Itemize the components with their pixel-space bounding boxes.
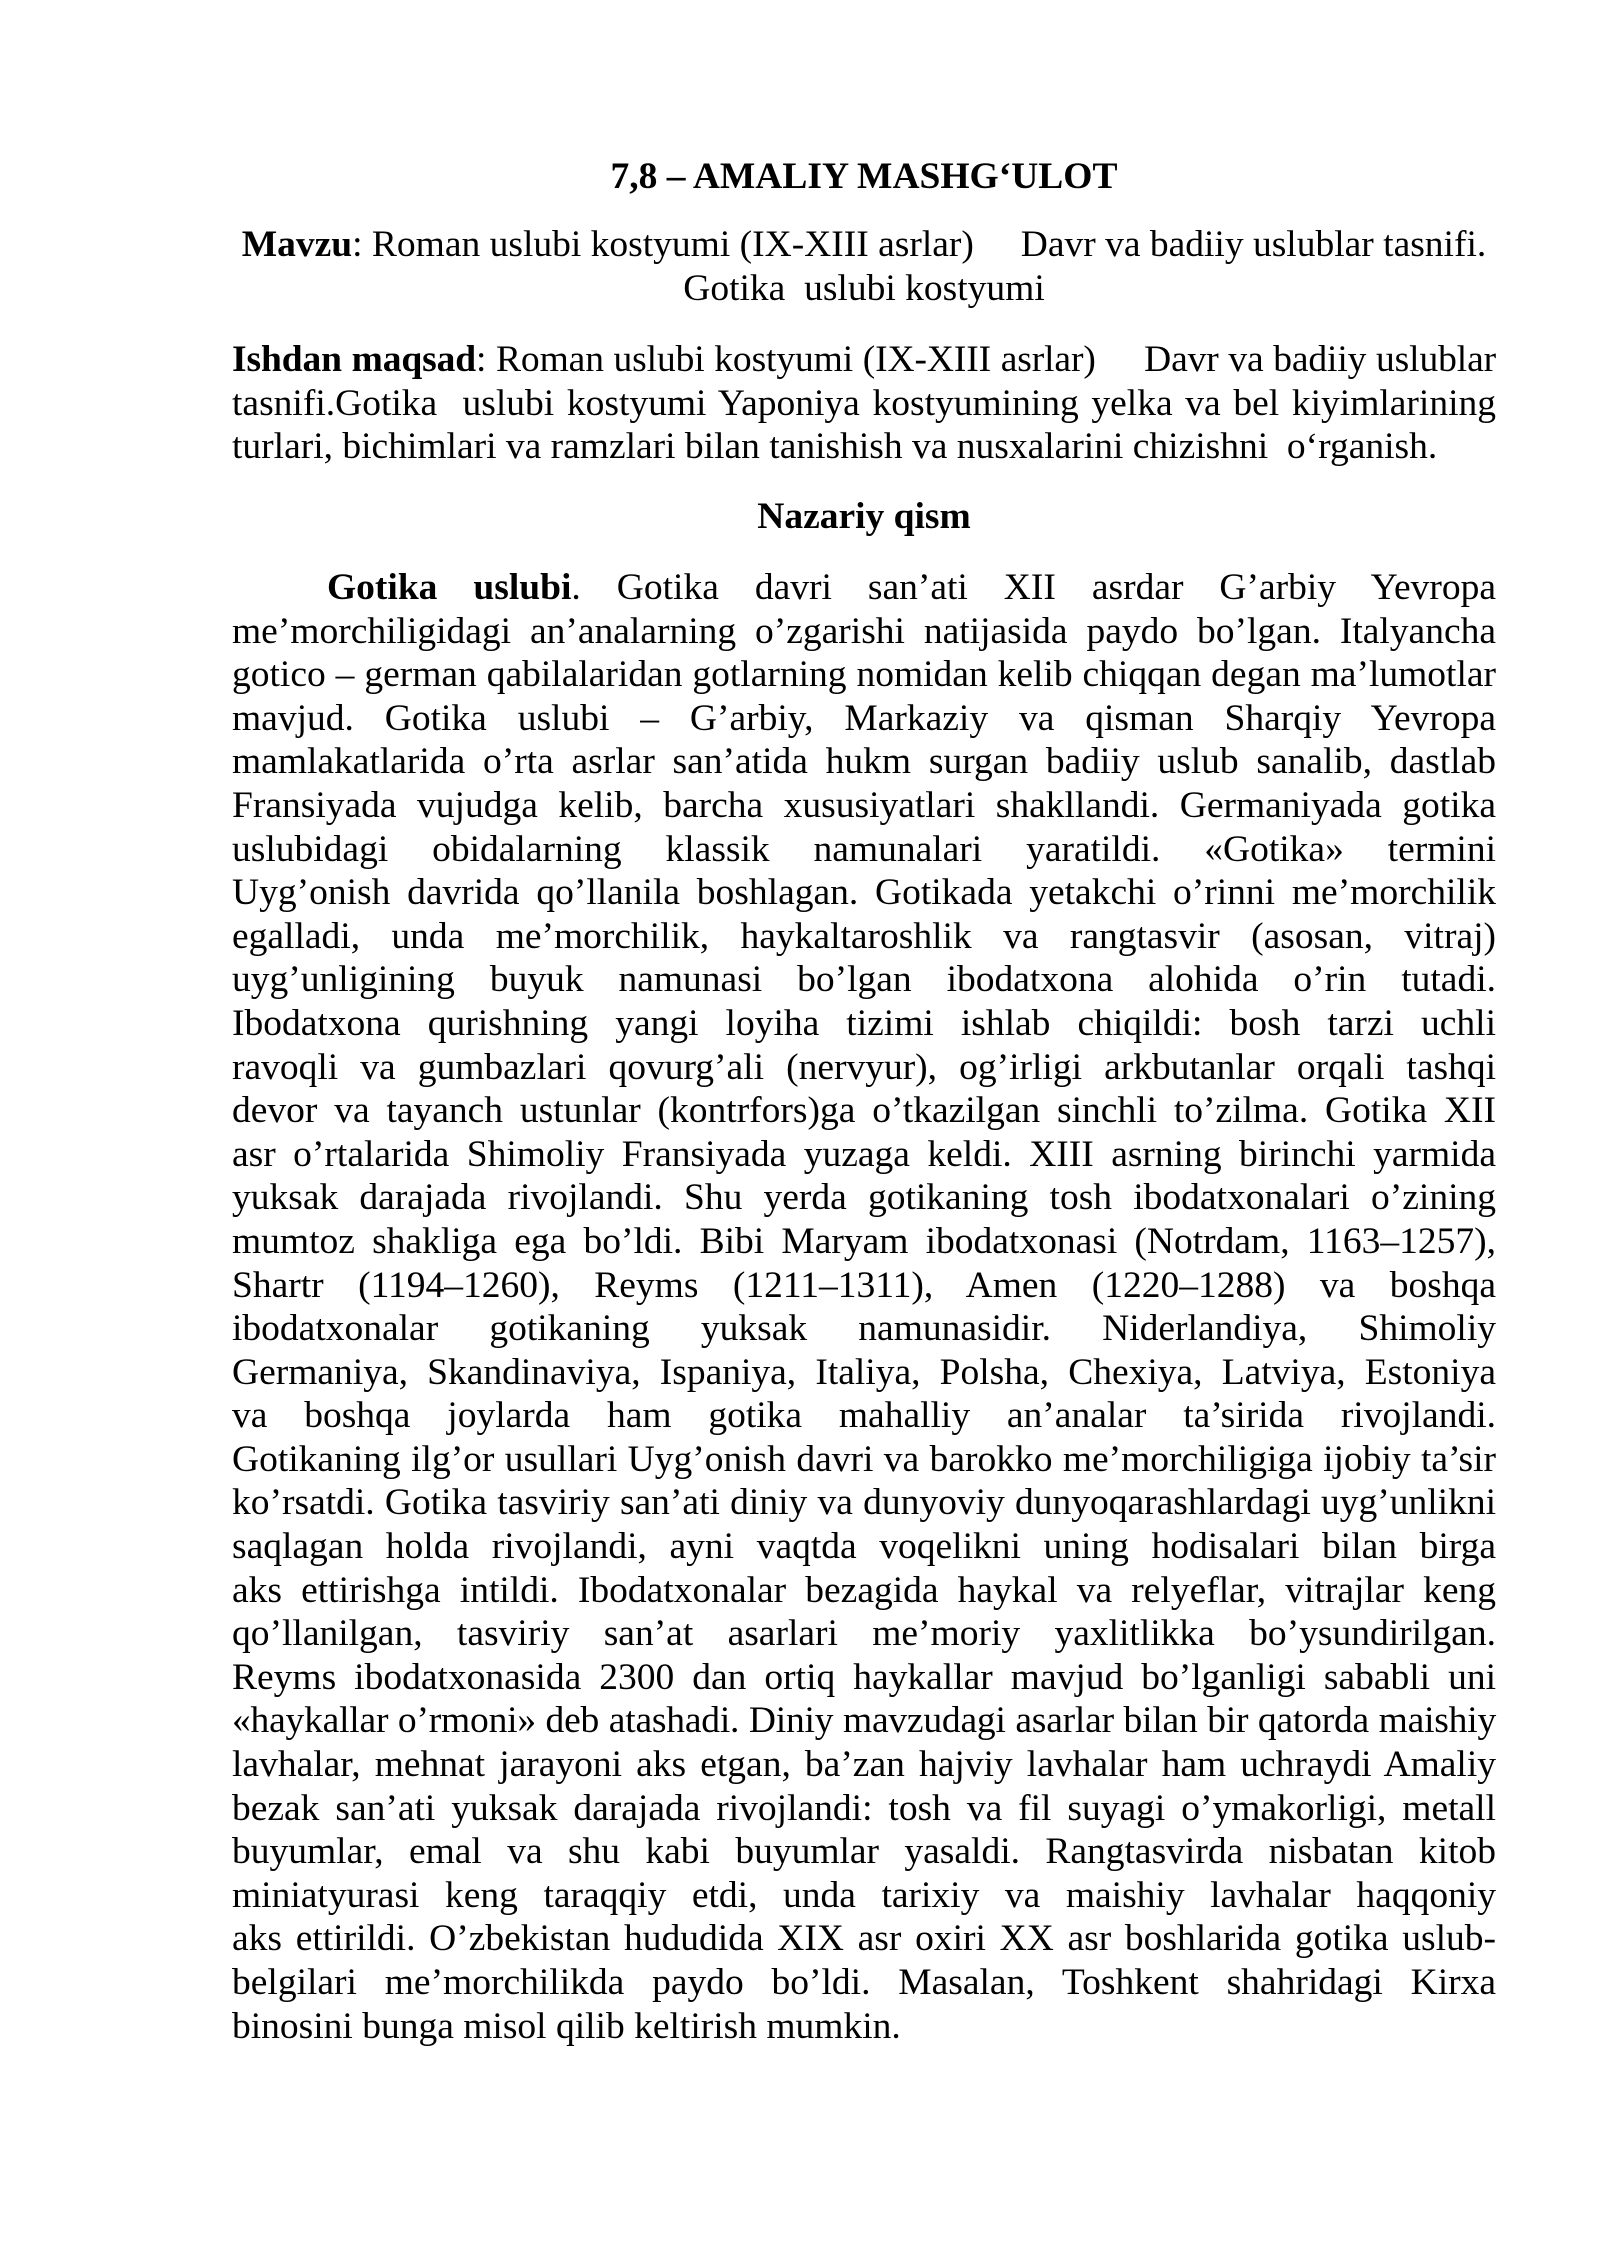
paragraph-line: lavhalar, mehnat jarayoni aks etgan, ba’zan hajviy lavhalar ham uchraydi Amaliy [232,1744,1496,1786]
paragraph-line: bezak san’ati yuksak darajada rivojlandi: tosh va fil suyagi o’ymakorligi, metall [232,1787,1496,1829]
aim-line [232,338,1496,382]
paragraph-line: binosini bunga misol qilib keltirish mumkin. [232,2005,901,2047]
aim-text: : Roman uslubi kostyumi (IX-XIII asrlar) Davr va badiiy uslublar [476,339,1497,380]
paragraph-line: miniatyurasi keng taraqqiy etdi, unda tarixiy va maishiy lavhalar haqqoniy [232,1874,1496,1916]
paragraph-line: ibodatxonalar gotikaning yuksak namunasidir. Niderlandiya, Shimoliy [232,1308,1496,1350]
aim-paragraph [232,338,1496,469]
aim-line: turlari, bichimlari va ramzlari bilan tanishish va nusxalarini chizishni o‘rganish. [232,426,1438,468]
topic [232,223,1496,310]
paragraph-line: qo’llanilgan, tasviriy san’at asarlari me’moriy yaxlitlikka bo’ysundirilgan. [232,1613,1496,1655]
paragraph-line-text: . Gotika davri san’ati XII asrdar G’arbiy Yevropa [571,567,1496,608]
paragraph-line: saqlagan holda rivojlandi, ayni vaqtda voqelikni uning hodisalari bilan birga [232,1526,1496,1568]
paragraph-line: aks ettirildi. O’zbekistan hududida XIX asr oxiri XX asr boshlarida gotika uslub- [232,1918,1496,1960]
paragraph-line [232,566,1496,610]
paragraph-line: buyumlar, emal va shu kabi buyumlar yasaldi. Rangtasvirda nisbatan kitob [232,1831,1496,1873]
paragraph-line: Ibodatxona qurishning yangi loyiha tizimi ishlab chiqildi: bosh tarzi uchli [232,1002,1496,1044]
paragraph-line: uslubidagi obidalarning klassik namunalari yaratildi. «Gotika» termini [232,828,1496,870]
paragraph-line: mumtoz shakliga ega bo’ldi. Bibi Maryam ibodatxonasi (Notrdam, 1163–1257), [232,1220,1496,1262]
paragraph-line: mavjud. Gotika uslubi – G’arbiy, Markaziy va qisman Sharqiy Yevropa [232,697,1496,739]
paragraph-line: ko’rsatdi. Gotika tasviriy san’ati diniy va dunyoviy dunyoqarashlardagi uyg’unlikni [232,1482,1496,1524]
theory-paragraph [232,566,1496,2048]
paragraph-line: aks ettirishga intildi. Ibodatxonalar bezagida haykal va relyeflar, vitrajlar keng [232,1569,1496,1611]
paragraph-line: «haykallar o’rmoni» deb atashadi. Diniy mavzudagi asarlar bilan bir qatorda maishiy [232,1700,1496,1742]
paragraph-line: yuksak darajada rivojlandi. Shu yerda gotikaning tosh ibodatxonalari o’zining [232,1177,1496,1219]
aim-label: Ishdan maqsad [232,339,477,380]
aim-line: tasnifi.Gotika uslubi kostyumi Yaponiya kostyumining yelka va bel kiyimlarining [232,382,1496,424]
section-heading: Nazariy qism [757,496,971,537]
paragraph-line: gotico – german qabilalaridan gotlarning nomidan kelib chiqqan degan ma’lumotlar [232,654,1496,696]
paragraph-line: belgilari me’morchilikda paydo bo’ldi. Masalan, Toshkent shahridagi Kirxa [232,1962,1496,2003]
paragraph-line: Reyms ibodatxonasida 2300 dan ortiq haykallar mavjud bo’lganligi sababli uni [232,1656,1496,1698]
paragraph-line: Uyg’onish davrida qo’llanila boshlagan. Gotikada yetakchi o’rinni me’morchilik [232,872,1496,914]
topic-label: Mavzu [241,224,353,265]
paragraph-line: Shartr (1194–1260), Reyms (1211–1311), Amen (1220–1288) va boshqa [232,1264,1496,1306]
paragraph-lead: Gotika uslubi [327,567,572,608]
paragraph-line: va boshqa joylarda ham gotika mahalliy an’analar ta’sirida rivojlandi. [232,1395,1496,1437]
topic-line [232,223,1496,267]
paragraph-line: mamlakatlarida o’rta asrlar san’atida hukm surgan badiiy uslub sanalib, dastlab [232,741,1496,783]
paragraph-line: asr o’rtalarida Shimoliy Fransiyada yuzaga keldi. XIII asrning birinchi yarmida [232,1133,1496,1175]
topic-line: Gotika uslubi kostyumi [683,267,1045,309]
paragraph-line: ravoqli va gumbazlari qovurg’ali (nervyur), og’irligi arkbutanlar orqali tashqi [232,1046,1496,1088]
paragraph-line: uyg’unligining buyuk namunasi bo’lgan ibodatxona alohida o’rin tutadi. [232,959,1496,1001]
paragraph-line: Fransiyada vujudga kelib, barcha xususiyatlari shakllandi. Germaniyada gotika [232,784,1496,826]
paragraph-line: egalladi, unda me’morchilik, haykaltaroshlik va rangtasvir (asosan, vitraj) [232,915,1496,957]
paragraph-line: Germaniya, Skandinaviya, Ispaniya, Italiya, Polsha, Chexiya, Latviya, Estoniya [232,1351,1496,1393]
paragraph-line: Gotikaning ilg’or usullari Uyg’onish davri va barokko me’morchiligiga ijobiy ta’sir [232,1438,1496,1480]
lesson-title: 7,8 – AMALIY MASHG‘ULOT [610,156,1118,197]
topic-text: : Roman uslubi kostyumi (IX-XIII asrlar) Davr va badiiy uslublar tasnifi. [352,224,1487,265]
paragraph-line: me’morchiligidagi an’analarning o’zgarishi natijasida paydo bo’lgan. Italyancha [232,610,1496,652]
paragraph-line: devor va tayanch ustunlar (kontrfors)ga o’tkazilgan sinchli to’zilma. Gotika XII [232,1090,1496,1132]
